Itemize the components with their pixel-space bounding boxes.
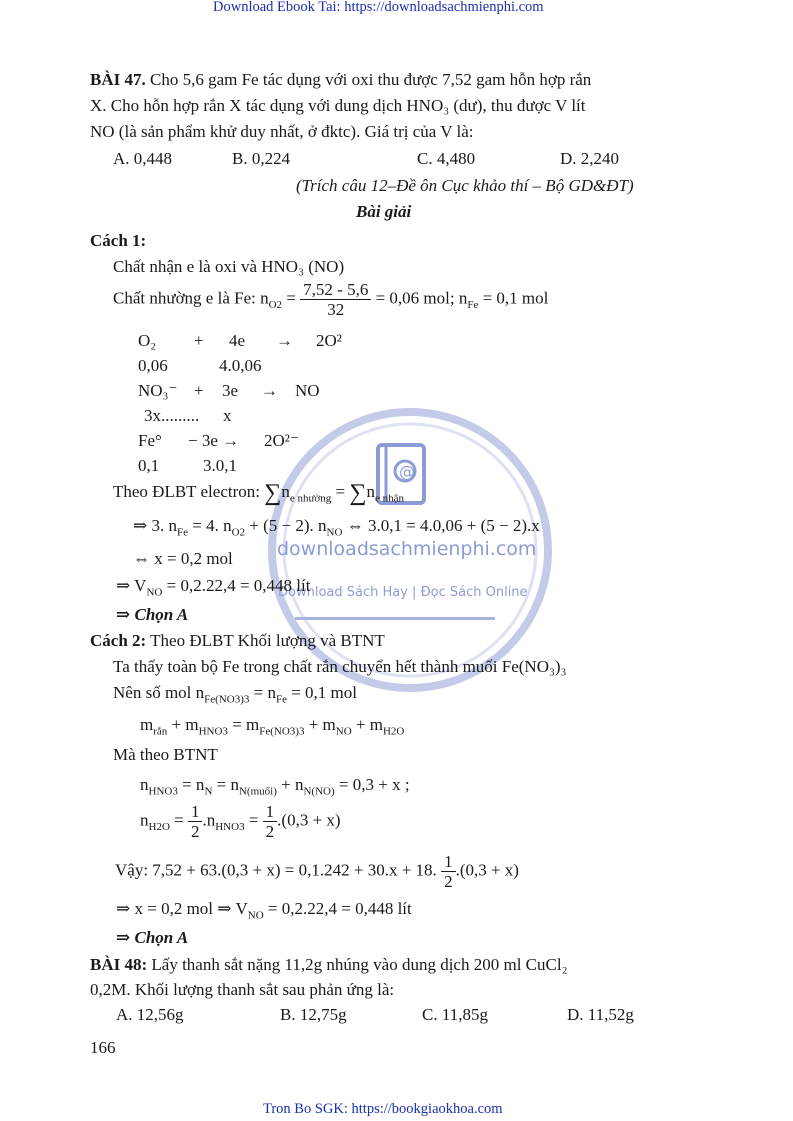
n1-pre: n — [140, 775, 149, 794]
x-line: ⇔ x = 0,2 mol — [133, 549, 233, 568]
bai48-option-d: D. 11,52g — [567, 1005, 634, 1024]
btnt-line: Mà theo BTNT — [113, 745, 218, 764]
cach1-l2-post: = 0,06 mol; n — [375, 288, 468, 308]
n2-end: .(0,3 + x) — [277, 810, 341, 830]
m-s3: Fe(NO3)3 — [259, 725, 305, 738]
n2-eq: = — [174, 810, 184, 830]
n-hno3-line — [140, 775, 410, 801]
cach2-l2-s1: Fe(NO3)3 — [204, 693, 250, 706]
cach1-choose: ⇒ Chọn A — [116, 605, 189, 624]
v-pre: ⇒ V — [116, 576, 147, 595]
sum-icon: ∑ — [264, 480, 282, 506]
calc-1: ⇒ 3. n — [133, 516, 177, 535]
calc-4: ⇔ 3.0,1 = 4.0,06 + (5 − 2).x — [346, 516, 540, 535]
bai48-title: BÀI 48: — [90, 955, 148, 974]
eq2-product: NO — [295, 381, 320, 400]
eq2b-1: x — [223, 406, 232, 425]
eq1-product: 2O² — [316, 331, 342, 350]
cach2-line2 — [113, 683, 357, 709]
n1-s3: N(muối) — [238, 785, 277, 798]
n1-p1: = n — [182, 775, 205, 794]
cach2-title-rest: Theo ĐLBT Khối lượng và BTNT — [150, 631, 385, 650]
cach1-title: Cách 1: — [90, 231, 147, 250]
dlbt-pre: Theo ĐLBT electron: — [113, 482, 260, 501]
calc-line — [133, 516, 540, 542]
dlbt-n2: n — [366, 482, 375, 501]
mass-equation — [140, 715, 404, 741]
half-num: 1 — [188, 802, 203, 822]
bai48-option-a: A. 12,56g — [116, 1005, 184, 1024]
calc-s2: O2 — [231, 526, 246, 539]
calc-2: = 4. n — [192, 516, 232, 535]
fraction — [300, 280, 371, 319]
eq3-product: 2O²⁻ — [264, 431, 299, 450]
v-sub: NO — [146, 586, 163, 599]
m-s5: H2O — [382, 725, 405, 738]
n-h2o-line — [140, 802, 341, 841]
vay-line — [115, 852, 519, 891]
cach2-heading — [90, 631, 385, 651]
n1-p2: = n — [216, 775, 239, 794]
cach1-line2: Chất nhường e là Fe: $n_{O2}$ = $\frac{7,52 - 5,6}{32}$ = 0,06 mol; $n_{Fe} = 0,1$ mol — [113, 280, 549, 319]
m-p3: + m — [308, 715, 336, 734]
bai48-line1 — [90, 955, 568, 975]
half-den-2: 2 — [265, 822, 275, 841]
m-s2: HNO3 — [198, 725, 228, 738]
n2-s1: H2O — [148, 820, 170, 833]
bai47-line1 — [90, 70, 591, 90]
bai47-text1: Cho 5,6 gam Fe tác dụng với oxi thu được 7,52 gam hỗn hợp rắn — [149, 70, 592, 89]
half-num-3: 1 — [441, 852, 456, 872]
bai48-option-b: B. 12,75g — [280, 1005, 347, 1024]
bai48-line2: 0,2M. Khối lượng thanh sắt sau phản ứng là: — [90, 980, 395, 999]
eq1b-0: 0,06 — [138, 356, 168, 375]
calc-3: + (5 − 2). n — [249, 516, 327, 535]
bai47-source: (Trích câu 12–Đề ôn Cục khảo thí – Bộ GD&ĐT) — [296, 176, 634, 195]
m-s4: NO — [335, 725, 352, 738]
cach1-l2-sub2: Fe — [467, 298, 479, 311]
n2-s2: HNO3 — [215, 820, 245, 833]
eq2-plus: + — [194, 381, 204, 400]
m-p4: + m — [355, 715, 383, 734]
cach1-l2-pre: Chất nhường e là Fe: n — [113, 288, 269, 308]
m-s1: rắn — [153, 725, 168, 738]
eq1-plus: + — [194, 331, 204, 350]
header-link[interactable]: Download Ebook Tai: https://downloadsachmienphi.com — [213, 0, 544, 15]
vay-pre: Vậy: 7,52 + 63.(0,3 + x) = 0,1.242 + 30.x + 18. — [115, 860, 437, 880]
res-sub: NO — [247, 909, 264, 922]
cach2-line1: Ta thấy toàn bộ Fe trong chất rắn chuyển hết thành muối Fe(NO₃)₃ — [113, 657, 567, 676]
half-den-3: 2 — [444, 872, 453, 891]
n2-pre: n — [140, 810, 149, 830]
cach2-l2-pre: Nên số mol n — [113, 683, 205, 702]
n1-p4: = 0,3 + x ; — [338, 775, 410, 794]
n1-p3: + n — [281, 775, 304, 794]
dlbt-n1: n — [281, 482, 290, 501]
eq1-o2: O₂ — [138, 331, 157, 350]
half-num-2: 1 — [263, 802, 278, 822]
dlbt-eq: = — [335, 482, 346, 501]
vay-end: .(0,3 + x) — [455, 860, 519, 880]
watermark-tagline: Download Sách Hay | Đọc Sách Online — [278, 585, 528, 600]
half-fraction-3 — [441, 852, 456, 891]
watermark — [265, 405, 555, 695]
eq1b-1: 4.0,06 — [219, 356, 262, 375]
eq2-e: 3e — [222, 381, 239, 400]
res-post: = 0,2.22,4 = 0,448 lít — [267, 899, 412, 918]
bai47-option-b: B. 0,224 — [232, 149, 291, 168]
half-fraction-2 — [263, 802, 278, 841]
eq3b-1: 3.0,1 — [203, 456, 237, 475]
bai47-option-a: A. 0,448 — [113, 149, 173, 168]
solution-title: Bài giải — [356, 202, 412, 221]
fraction-denominator: 32 — [327, 300, 345, 319]
n1-s4: N(NO) — [303, 785, 335, 798]
page-number: 166 — [90, 1038, 116, 1057]
dlbt-s2: e nhận — [374, 492, 404, 505]
n1-s2: N — [204, 785, 213, 798]
eq2-no3: NO₃⁻ — [138, 381, 178, 400]
v-line — [116, 576, 310, 602]
m-p2: = m — [232, 715, 260, 734]
res-pre: ⇒ x = 0,2 mol ⇒ V — [116, 899, 248, 918]
calc-s3: NO — [326, 526, 343, 539]
n2-mid: .n — [202, 810, 216, 830]
cach2-l2-end: = 0,1 mol — [291, 683, 357, 702]
eq2b-0: 3x......... — [144, 406, 200, 425]
bai47-line2: X. Cho hỗn hợp rắn X tác dụng với dung dịch HNO₃ (dư), thu được V lít — [90, 96, 586, 115]
bai47-line3: NO (là sản phẩm khử duy nhất, ở đktc). Giá trị của V là: — [90, 122, 474, 141]
result-line — [116, 899, 412, 925]
watermark-site: downloadsachmienphi.com — [277, 538, 537, 560]
eq3b-0: 0,1 — [138, 456, 160, 475]
n1-s1: HNO3 — [148, 785, 178, 798]
calc-s1: Fe — [177, 526, 188, 539]
bai47-title: BÀI 47. — [90, 70, 146, 89]
half-fraction — [188, 802, 203, 841]
dlbt-s1: e nhường — [289, 492, 332, 505]
eq2-arrow: → — [261, 381, 278, 400]
cach1-l2-end: = 0,1 mol — [482, 288, 549, 308]
cach2-l2-mid: = n — [253, 683, 276, 702]
cach2-title: Cách 2: — [90, 631, 147, 650]
v-post: = 0,2.22,4 = 0,448 lít — [166, 576, 311, 595]
cach1-l2-sub: O2 — [268, 298, 283, 311]
sum-icon-2: ∑ — [349, 480, 367, 506]
cach2-choose: ⇒ Chọn A — [116, 928, 189, 947]
dlbt-line — [113, 482, 404, 508]
n2-eq2: = — [248, 810, 259, 830]
m-p1: + m — [171, 715, 199, 734]
eq1-arrow: → — [276, 331, 293, 350]
cach1-line1: Chất nhận e là oxi và HNO₃ (NO) — [113, 257, 345, 276]
m-0: m — [140, 715, 154, 734]
bai48-text1: Lấy thanh sắt nặng 11,2g nhúng vào dung dịch 200 ml CuCl₂ — [151, 955, 568, 974]
eq3-mid: − 3e → — [188, 431, 240, 450]
cach2-l2-s2: Fe — [275, 693, 287, 706]
half-den: 2 — [190, 822, 200, 841]
footer-link[interactable]: Tron Bo SGK: https://bookgiaokhoa.com — [263, 1101, 503, 1117]
eq1-e: 4e — [229, 331, 246, 350]
bai48-option-c: C. 11,85g — [422, 1005, 488, 1024]
bai47-option-d: D. 2,240 — [560, 149, 620, 168]
watermark-divider — [295, 617, 495, 620]
svg-text:@: @ — [399, 462, 415, 481]
fraction-numerator: 7,52 - 5,6 — [300, 280, 371, 300]
eq3-fe: Fe° — [138, 431, 162, 450]
bai47-option-c: C. 4,480 — [417, 149, 476, 168]
